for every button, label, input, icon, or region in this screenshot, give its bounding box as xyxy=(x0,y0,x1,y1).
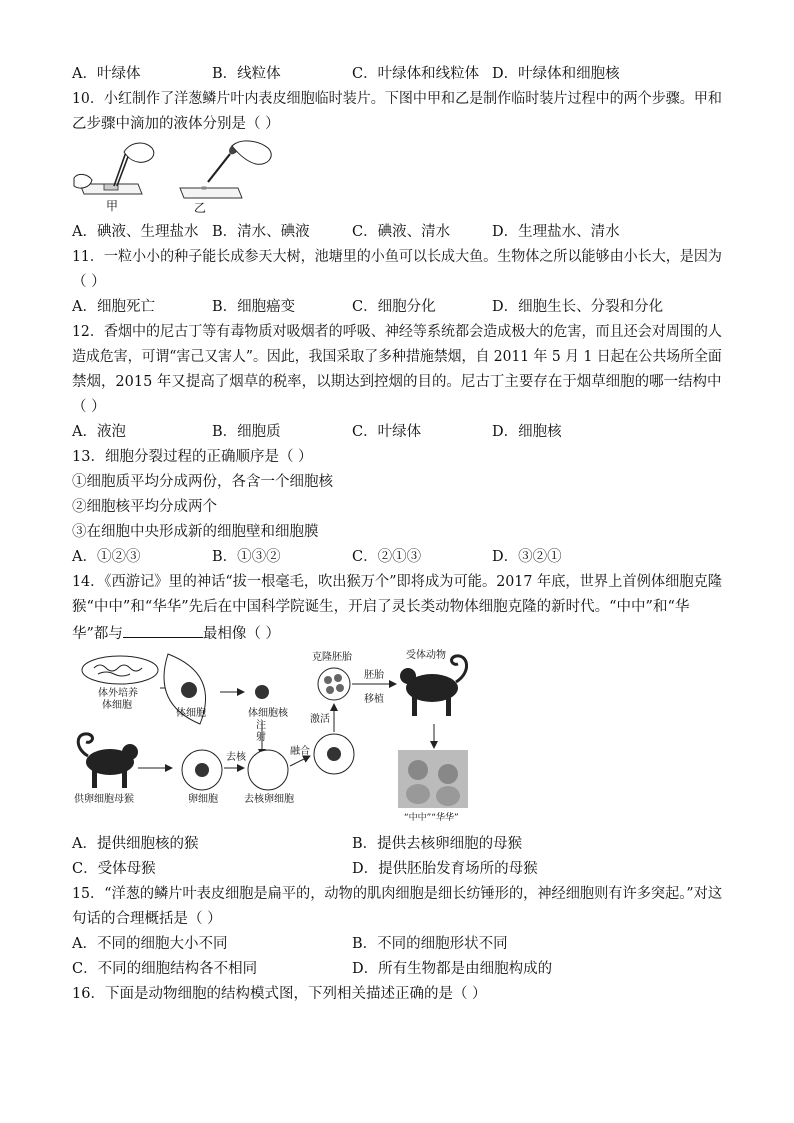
option-c: C．叶绿体 xyxy=(352,424,422,440)
option-a: A．不同的细胞大小不同 xyxy=(72,936,228,952)
donor-monkey xyxy=(78,734,138,788)
culture-dish xyxy=(82,656,158,684)
option-c: C．②①③ xyxy=(352,549,422,565)
option-b: B．细胞质 xyxy=(212,424,281,440)
fill-in-blank[interactable] xyxy=(123,622,203,638)
clone-embryo-label: 克隆胚胎 xyxy=(312,652,352,663)
question-14-stem-cont: 猴“中中”和“华华”先后在中国科学院诞生，开启了灵长类动物体细胞克隆的新时代。“中中”和“华 xyxy=(72,599,690,615)
recipient-label: 受体动物 xyxy=(406,650,446,661)
question-14-stem: 14．《西游记》里的神话“拔一根毫毛，吹出猴万个”即将成为可能。2017 年底，世界上首例体细胞克隆 xyxy=(72,574,723,590)
option-d: D．叶绿体和细胞核 xyxy=(492,66,620,82)
option-a: A．碘液、生理盐水 xyxy=(72,224,199,240)
culture-label: 体外培养 xyxy=(98,688,138,699)
statement-2: ②细胞核平均分成两个 xyxy=(72,499,217,515)
option-d: D．细胞核 xyxy=(492,424,562,440)
option-c: C．叶绿体和线粒体 xyxy=(352,66,480,82)
enucleated-egg xyxy=(248,750,288,790)
option-c: C．碘液、清水 xyxy=(352,224,451,240)
clone-embryo xyxy=(318,668,350,700)
recipient-monkey xyxy=(400,656,467,716)
monkey-cloning-diagram xyxy=(72,644,474,822)
question-14-stem-cont xyxy=(72,622,280,644)
option-b: B．细胞癌变 xyxy=(212,299,296,315)
slide-preparation-figure xyxy=(72,138,282,214)
somatic-nucleus xyxy=(255,685,269,699)
option-c: C．细胞分化 xyxy=(352,299,436,315)
option-c: C．不同的细胞结构各不相同 xyxy=(72,961,258,977)
step-b-illustration xyxy=(180,141,271,198)
option-b: B．不同的细胞形状不同 xyxy=(352,936,508,952)
step-a-label: 甲 xyxy=(106,199,119,213)
question-10-stem-cont: 乙步骤中滴加的液体分别是（ ） xyxy=(72,116,280,132)
transfer-label-2: 移植 xyxy=(364,694,384,705)
egg-label: 卵细胞 xyxy=(188,794,218,805)
fuse-label: 融合 xyxy=(290,746,310,757)
somatic-nucleus-dot xyxy=(181,682,197,698)
question-12-stem-cont: 造成危害，可谓“害己又害人”。因此，我国采取了多种措施禁烟，自 2011 年 5 月 1 日起在公共场所全面 xyxy=(72,349,722,365)
question-10-stem: 10．小红制作了洋葱鳞片叶内表皮细胞临时装片。下图中甲和乙是制作临时装片过程中的两个步骤。甲和 xyxy=(72,91,722,107)
culture-label-2: 体细胞 xyxy=(102,700,132,711)
question-11-stem: 11．一粒小小的种子能长成参天大树，池塘里的小鱼可以长成大鱼。生物体之所以能够由小长大，是因为 xyxy=(72,249,722,265)
nucleus-label: 体细胞核 xyxy=(248,708,288,719)
option-d: D．提供胚胎发育场所的母猴 xyxy=(352,861,538,877)
question-12-stem: 12．香烟中的尼古丁等有毒物质对吸烟者的呼吸、神经等系统都会造成极大的危害，而且还会对周围的人 xyxy=(72,324,722,340)
step-b-label: 乙 xyxy=(194,201,207,214)
transfer-label: 胚胎 xyxy=(364,670,384,681)
activate-label: 激活 xyxy=(310,714,330,725)
question-15-stem: 15．“洋葱的鳞片叶表皮细胞是扁平的，动物的肌肉细胞是细长纺锤形的，神经细胞则有许多突起。”对这 xyxy=(72,886,723,902)
option-a: A．液泡 xyxy=(72,424,126,440)
option-b: B．①③② xyxy=(212,549,281,565)
stem-text: 最相像（ ） xyxy=(202,626,281,642)
option-d: D．细胞生长、分裂和分化 xyxy=(492,299,664,315)
stem-text: 华”都与 xyxy=(72,626,123,642)
babies-label: “中中”“华华” xyxy=(404,813,459,822)
question-16-stem: 16．下面是动物细胞的结构模式图，下列相关描述正确的是（ ） xyxy=(72,986,487,1002)
step-a-illustration xyxy=(74,143,154,194)
question-11-stem-cont: （ ） xyxy=(72,274,106,290)
option-a: A．叶绿体 xyxy=(72,66,141,82)
statement-1: ①细胞质平均分成两份，各含一个细胞核 xyxy=(72,474,333,490)
inject-label: 注 xyxy=(256,720,266,731)
question-12-stem-cont: 禁烟，2015 年又提高了烟草的税率，以期达到控烟的目的。尼古丁主要存在于烟草细胞的哪一结构中 xyxy=(72,374,722,390)
statement-3: ③在细胞中央形成新的细胞壁和细胞膜 xyxy=(72,524,319,540)
option-d: D．所有生物都是由细胞构成的 xyxy=(352,961,553,977)
enucleate-label: 去核 xyxy=(226,752,246,763)
option-b: B．提供去核卵细胞的母猴 xyxy=(352,836,523,852)
somatic-cell-label: 体细胞 xyxy=(176,708,206,719)
option-d: D．生理盐水、清水 xyxy=(492,224,620,240)
option-b: B．线粒体 xyxy=(212,66,281,82)
option-a: A．细胞死亡 xyxy=(72,299,155,315)
option-a: A．①②③ xyxy=(72,549,141,565)
option-b: B．清水、碘液 xyxy=(212,224,310,240)
option-a: A．提供细胞核的猴 xyxy=(72,836,199,852)
enucleated-label: 去核卵细胞 xyxy=(244,794,294,805)
question-13-stem: 13．细胞分裂过程的正确顺序是（ ） xyxy=(72,449,313,465)
donor-label: 供卵细胞母猴 xyxy=(74,794,134,805)
question-12-stem-cont: （ ） xyxy=(72,399,106,415)
option-d: D．③②① xyxy=(492,549,562,565)
option-c: C．受体母猴 xyxy=(72,861,156,877)
inject-label-2: 射 xyxy=(256,732,266,743)
question-15-stem-cont: 句话的合理概括是（ ） xyxy=(72,911,222,927)
